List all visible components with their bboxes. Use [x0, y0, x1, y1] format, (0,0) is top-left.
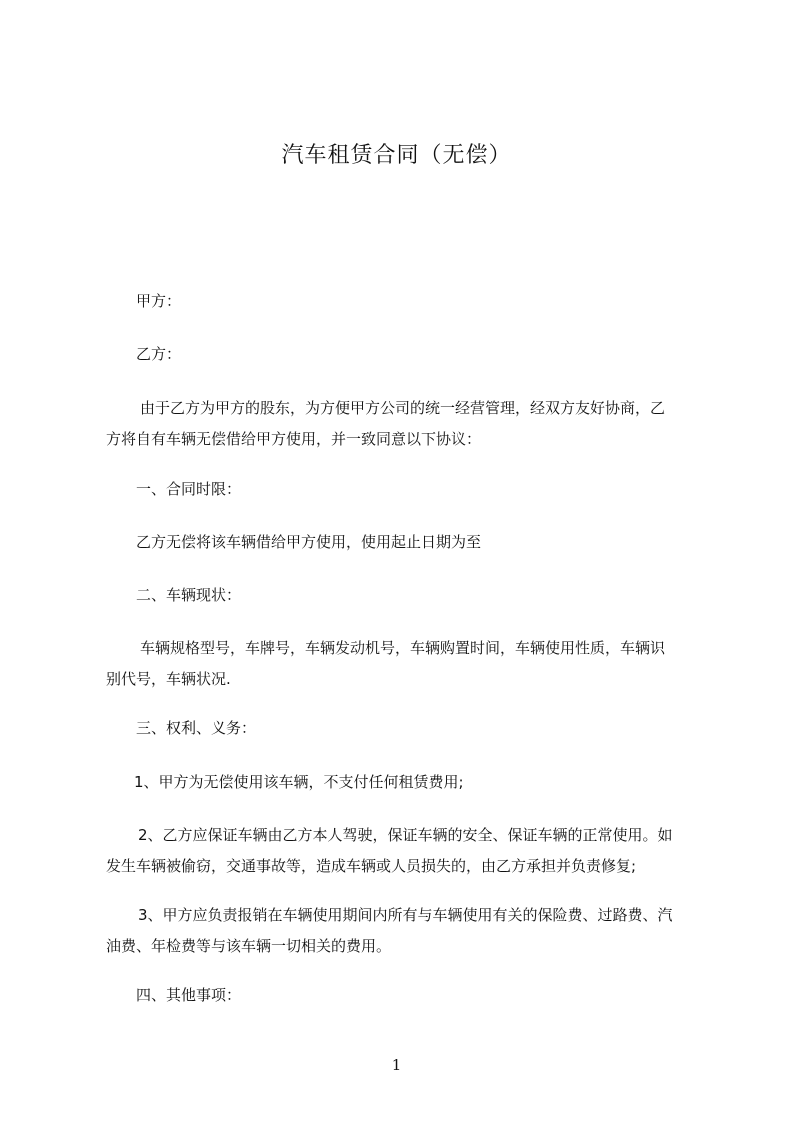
section-2-heading: 二、车辆现状：: [136, 586, 242, 604]
section-3-heading: 三、权利、义务：: [136, 719, 257, 737]
clause-3-line-1: 3、甲方应负责报销在车辆使用期间内所有与车辆使用有关的保险费、过路费、汽: [138, 906, 673, 924]
page-number: 1: [391, 1056, 402, 1074]
clause-2-line-1: 2、乙方应保证车辆由乙方本人驾驶，保证车辆的安全、保证车辆的正常使用。如: [138, 826, 673, 844]
section-2-body-line-1: 车辆规格型号，车牌号，车辆发动机号，车辆购置时间，车辆使用性质，车辆识: [140, 639, 666, 657]
party-b-label: 乙方：: [136, 345, 182, 363]
section-1-body: 乙方无偿将该车辆借给甲方使用，使用起止日期为至: [136, 533, 482, 551]
preamble-line-1: 由于乙方为甲方的股东，为方便甲方公司的统一经营管理，经双方友好协商，乙: [140, 399, 666, 417]
clause-3: [106, 900, 710, 962]
section-4-heading: 四、其他事项：: [136, 986, 242, 1004]
section-1-heading: 一、合同时限：: [136, 480, 242, 498]
document-title: 汽车租赁合同（无偿）: [281, 143, 512, 168]
clause-2-line-2: 发生车辆被偷窃，交通事故等，造成车辆或人员损失的，由乙方承担并负责修复;: [106, 857, 637, 875]
preamble-paragraph: [106, 393, 710, 455]
section-2-body: [106, 633, 710, 695]
clause-2: [106, 820, 710, 882]
clause-1: 1、甲方为无偿使用该车辆，不支付任何租赁费用;: [134, 773, 464, 791]
section-2-body-line-2: 别代号，车辆状况.: [106, 670, 231, 688]
clause-3-line-2: 油费、年检费等与该车辆一切相关的费用。: [106, 937, 392, 955]
preamble-line-2: 方将自有车辆无偿借给甲方使用，并一致同意以下协议：: [106, 430, 482, 448]
party-a-label: 甲方：: [136, 292, 182, 310]
